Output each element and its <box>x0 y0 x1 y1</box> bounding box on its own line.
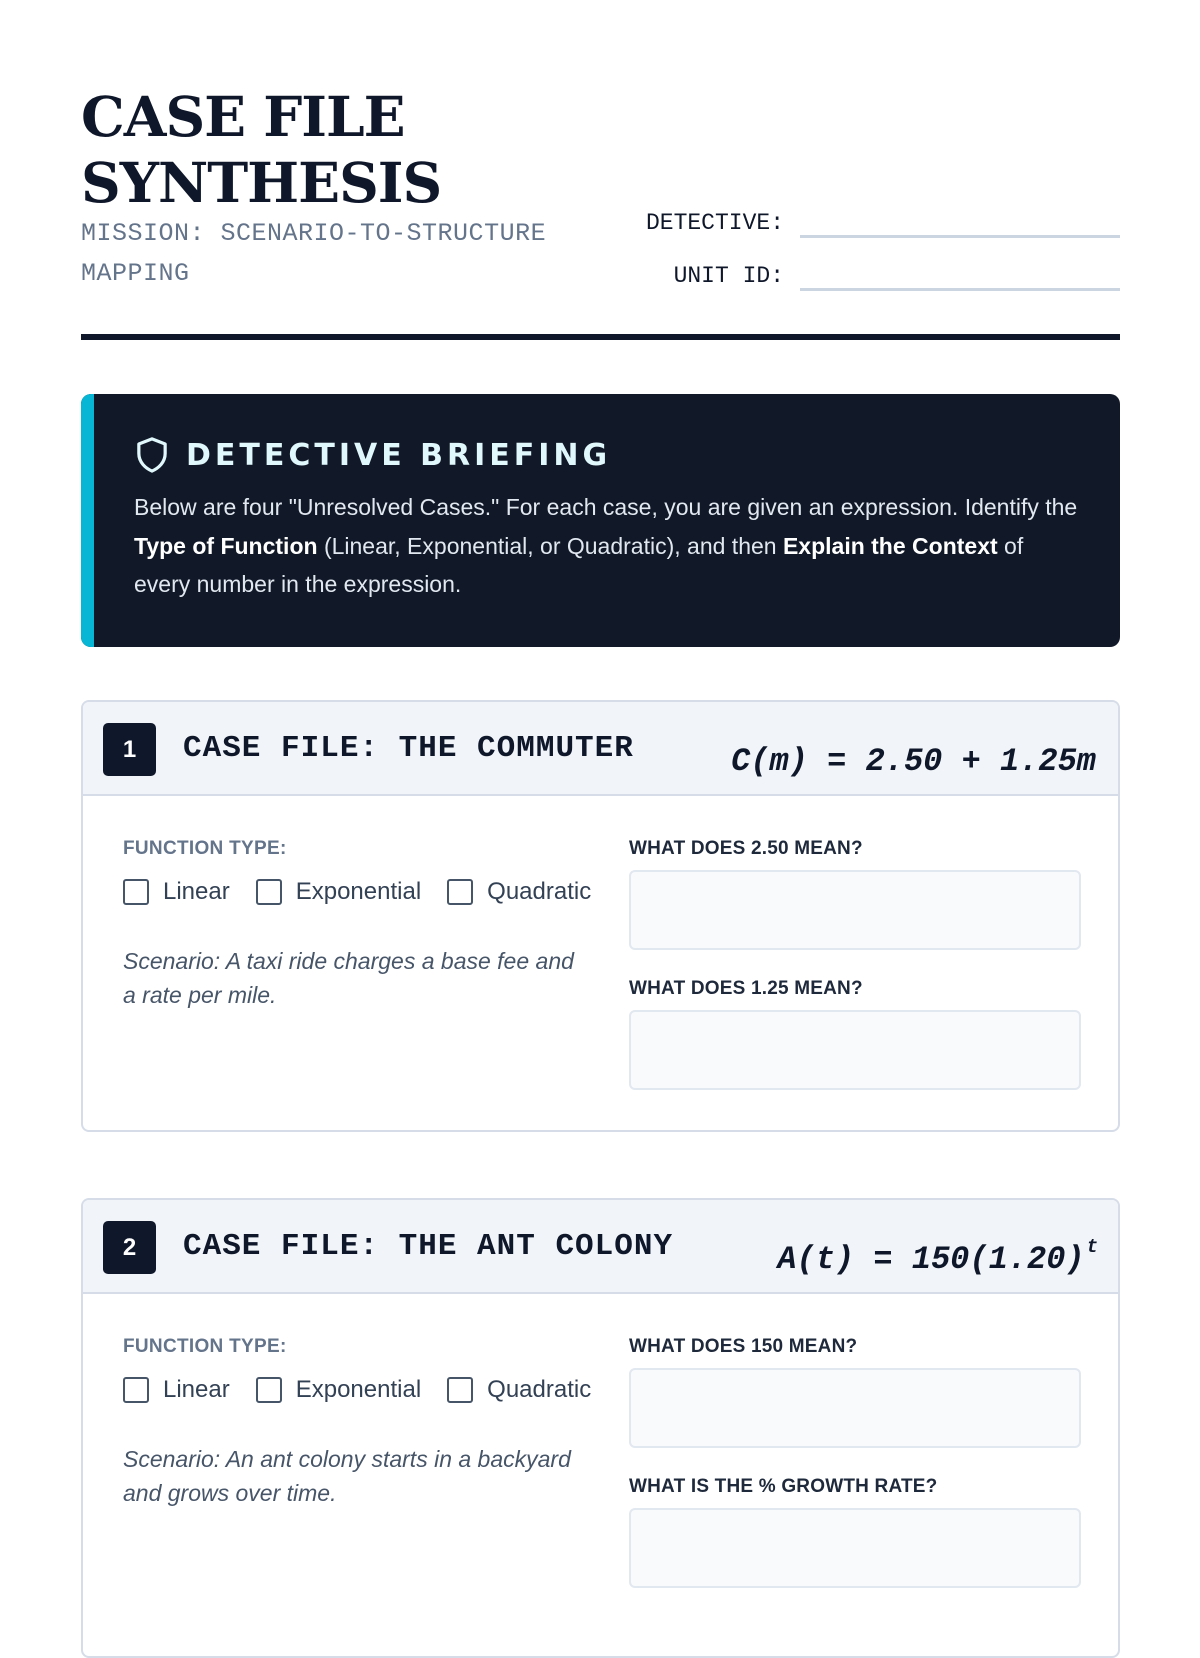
answer-box-1[interactable] <box>629 1368 1081 1448</box>
unit-id-field <box>634 258 1120 291</box>
case-title: CASE FILE: THE ANT COLONY <box>183 1229 674 1264</box>
title-line-1: CASE FILE <box>81 84 405 149</box>
case-formula <box>731 729 1098 782</box>
function-type-options <box>123 1376 617 1404</box>
question-label-1: WHAT DOES 150 MEAN? <box>629 1336 858 1357</box>
checkbox-quadratic[interactable] <box>447 1377 473 1403</box>
shield-icon <box>134 436 170 474</box>
checkbox-quadratic[interactable] <box>447 879 473 905</box>
case-number-badge: 1 <box>103 723 156 776</box>
formula-text: C(m) = 2.50 + 1.25m <box>731 743 1096 780</box>
briefing-title: DETECTIVE BRIEFING <box>186 437 612 473</box>
detective-field <box>634 205 1120 238</box>
briefing-bold-function-type: Type of Function <box>134 532 318 559</box>
function-type-label: FUNCTION TYPE: <box>123 1336 287 1357</box>
answer-box-1[interactable] <box>629 870 1081 950</box>
briefing-bold-explain-context: Explain the Context <box>782 532 998 559</box>
function-type-options <box>123 878 617 906</box>
checkbox-exponential[interactable] <box>256 879 282 905</box>
worksheet-page <box>81 0 1120 1506</box>
briefing-text <box>134 488 1084 604</box>
formula-text: A(t) = 150(1.20) <box>777 1241 1085 1278</box>
title-line-2: SYNTHESIS <box>81 150 442 215</box>
option-quadratic[interactable] <box>447 878 591 906</box>
option-label: Exponential <box>295 1376 422 1403</box>
scenario-text: Scenario: An ant colony starts in a backyard and grows over time. <box>123 1446 571 1506</box>
checkbox-linear[interactable] <box>123 1377 149 1403</box>
briefing-text-part-3: of every number in the expression. <box>134 532 1024 597</box>
option-label: Linear <box>163 1376 230 1403</box>
option-linear[interactable] <box>123 1376 230 1404</box>
function-type-label: FUNCTION TYPE: <box>123 838 287 859</box>
option-exponential[interactable] <box>256 1376 421 1404</box>
checkbox-exponential[interactable] <box>256 1377 282 1403</box>
header-divider <box>81 334 1120 340</box>
option-quadratic[interactable] <box>447 1376 591 1404</box>
question-label-2: WHAT IS THE % GROWTH RATE? <box>629 1476 938 1497</box>
checkbox-linear[interactable] <box>123 879 149 905</box>
unit-id-input[interactable] <box>800 258 1120 291</box>
answer-box-2[interactable] <box>629 1010 1081 1090</box>
question-label-1: WHAT DOES 2.50 MEAN? <box>629 838 863 859</box>
case-header <box>83 702 1118 796</box>
detective-label: DETECTIVE: <box>645 210 784 236</box>
option-label: Linear <box>163 878 230 905</box>
case-formula <box>777 1227 1098 1280</box>
option-label: Exponential <box>295 878 422 905</box>
answer-box-2[interactable] <box>629 1508 1081 1588</box>
scenario-text: Scenario: A taxi ride charges a base fee and a rate per mile. <box>123 948 574 1008</box>
case-card-commuter <box>81 700 1120 1132</box>
mission-subtitle: MISSION: SCENARIO-TO-STRUCTURE MAPPING <box>81 219 547 288</box>
option-label: Quadratic <box>487 1376 592 1403</box>
option-exponential[interactable] <box>256 878 421 906</box>
case-number-badge: 2 <box>103 1221 156 1274</box>
option-label: Quadratic <box>487 878 592 905</box>
detective-name-input[interactable] <box>800 205 1120 238</box>
page-title <box>81 84 641 216</box>
briefing-text-part-2: (Linear, Exponential, or Quadratic), and then <box>317 532 783 559</box>
briefing-text-part-1: Below are four "Unresolved Cases." For each case, you are given an expression. Identify the <box>134 494 1078 520</box>
question-label-2: WHAT DOES 1.25 MEAN? <box>629 978 863 999</box>
detective-briefing-panel <box>81 394 1120 647</box>
case-header <box>83 1200 1118 1294</box>
option-linear[interactable] <box>123 878 230 906</box>
unit-id-label: UNIT ID: <box>673 263 784 289</box>
formula-exponent: t <box>1086 1236 1098 1258</box>
briefing-header <box>134 434 1084 476</box>
case-title: CASE FILE: THE COMMUTER <box>183 731 634 766</box>
worksheet-header <box>81 0 1120 342</box>
case-card-ant-colony <box>81 1198 1120 1658</box>
